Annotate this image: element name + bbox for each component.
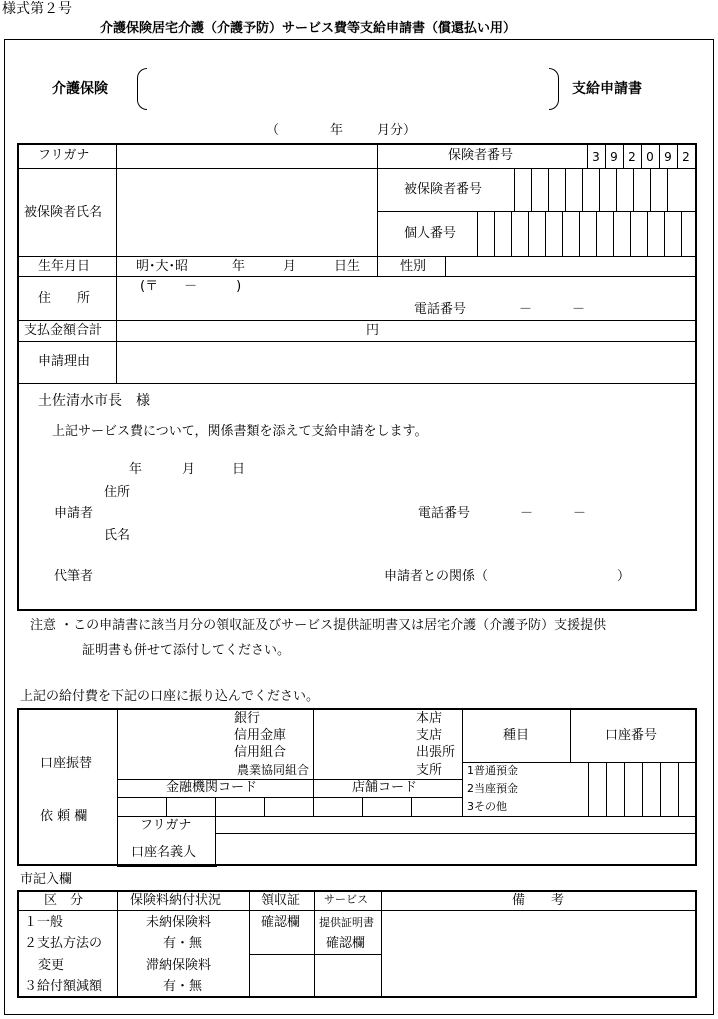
col-receipt: 領収証	[261, 893, 301, 908]
category-item: ３給付額減額	[24, 979, 103, 994]
decl-address: 住所	[104, 485, 131, 500]
bank-furigana: フリガナ	[140, 818, 192, 833]
request-label: 依 頼 欄	[40, 809, 88, 824]
phone-dash: －	[519, 302, 533, 317]
period-month: 月分）	[377, 123, 417, 138]
decl-year: 年	[129, 462, 143, 477]
branch-type: 支所	[416, 763, 443, 778]
branch-code-label: 店舗コード	[352, 780, 418, 795]
reason-label: 申請理由	[38, 354, 91, 369]
dob-month: 月	[283, 259, 297, 274]
inst-type: 信用組合	[234, 745, 287, 760]
personal-no-label: 個人番号	[404, 226, 457, 241]
col-service-check: 確認欄	[326, 936, 366, 951]
delinquent-label: 滞納保険料	[146, 958, 212, 973]
phone-dash: －	[572, 302, 586, 317]
total-label: 支払金額合計	[24, 323, 103, 338]
account-no-label: 口座番号	[605, 728, 658, 743]
kind-option: 1普通預金	[467, 764, 518, 777]
insured-name-label: 被保険者氏名	[24, 205, 103, 220]
form-number: 様式第２号	[2, 1, 72, 17]
postal-code: (〒 － )	[140, 279, 242, 294]
left-bracket	[137, 68, 147, 110]
note-line1: 注意 ・この申請書に該当月分の領収証及びサービス提供証明書又は居宅介護（介護予防）支援提供	[30, 618, 607, 633]
decl-applicant: 申請者	[54, 506, 94, 521]
dob-label: 生年月日	[38, 259, 91, 274]
inst-type: 信用金庫	[234, 728, 287, 743]
col-remarks: 備 考	[512, 893, 565, 908]
addressee: 土佐清水市長 様	[38, 393, 150, 409]
form-title: 介護保険居宅介護（介護予防）サービス費等支給申請書（償還払い用）	[100, 21, 517, 36]
decl-name: 氏名	[104, 528, 131, 543]
insurer-digit: 2	[682, 150, 690, 164]
era-options: 明･大･昭	[136, 259, 189, 274]
holder-label: 口座名義人	[131, 845, 197, 860]
decl-day: 日	[232, 462, 246, 477]
right-bracket	[549, 68, 559, 110]
decl-relation: 申請者との関係（	[384, 569, 489, 584]
insurer-digit: 3	[592, 150, 600, 164]
unpaid-label: 未納保険料	[146, 915, 212, 930]
bank-intro: 上記の給付費を下記の口座に振り込んでください。	[20, 689, 320, 704]
insured-no-label: 被保険者番号	[404, 182, 483, 197]
insurer-digit: 9	[664, 150, 672, 164]
period-year: 年	[330, 123, 344, 138]
address-label: 住 所	[38, 291, 91, 306]
branch-type: 出張所	[416, 745, 456, 760]
period-open: （	[266, 123, 280, 138]
inst-type: 農業協同組合	[237, 763, 310, 777]
decl-proxy: 代筆者	[54, 569, 94, 584]
dob-day: 日生	[334, 259, 361, 274]
transfer-label: 口座振替	[40, 756, 93, 771]
kind-option: 3その他	[467, 800, 507, 813]
sex-label: 性別	[400, 259, 427, 274]
col-service-cert: 提供証明書	[319, 916, 374, 929]
phone-label: 電話番号	[414, 302, 467, 317]
category-item: 変更	[38, 958, 65, 973]
furigana-label: フリガナ	[38, 148, 90, 163]
kind-label: 種目	[503, 728, 530, 743]
unpaid-yesno: 有・無	[163, 936, 203, 951]
decl-dash: －	[520, 506, 534, 521]
col-service: サービス	[324, 893, 368, 906]
category-item: １一般	[24, 915, 64, 930]
decl-relation-close: ）	[617, 569, 631, 584]
note-line2: 証明書も併せて添付してください。	[82, 643, 291, 658]
insurer-digit: 9	[610, 150, 618, 164]
inst-type: 銀行	[234, 711, 261, 726]
col-receipt-check: 確認欄	[261, 915, 301, 930]
header-left: 介護保険	[52, 81, 108, 97]
decl-dash: －	[573, 506, 587, 521]
statement: 上記サービス費について，関係書類を添えて支給申請をします。	[52, 424, 428, 439]
yen-unit: 円	[366, 323, 380, 338]
kind-option: 2当座預金	[467, 782, 518, 795]
header-right: 支給申請書	[572, 81, 642, 97]
insurer-no-label: 保険者番号	[448, 148, 514, 163]
col-payment: 保険料納付状況	[130, 893, 222, 908]
category-item: ２支払方法の	[24, 936, 103, 951]
delinquent-yesno: 有・無	[163, 979, 203, 994]
dob-year: 年	[232, 259, 246, 274]
branch-type: 本店	[416, 711, 443, 726]
branch-type: 支店	[416, 728, 443, 743]
decl-phone-label: 電話番号	[418, 506, 471, 521]
insurer-digit: 0	[646, 150, 654, 164]
insurer-digit: 2	[628, 150, 636, 164]
decl-month: 月	[182, 462, 196, 477]
city-section: 市記入欄	[20, 872, 73, 887]
inst-code-label: 金融機関コード	[166, 780, 258, 795]
col-category: 区 分	[44, 893, 84, 908]
